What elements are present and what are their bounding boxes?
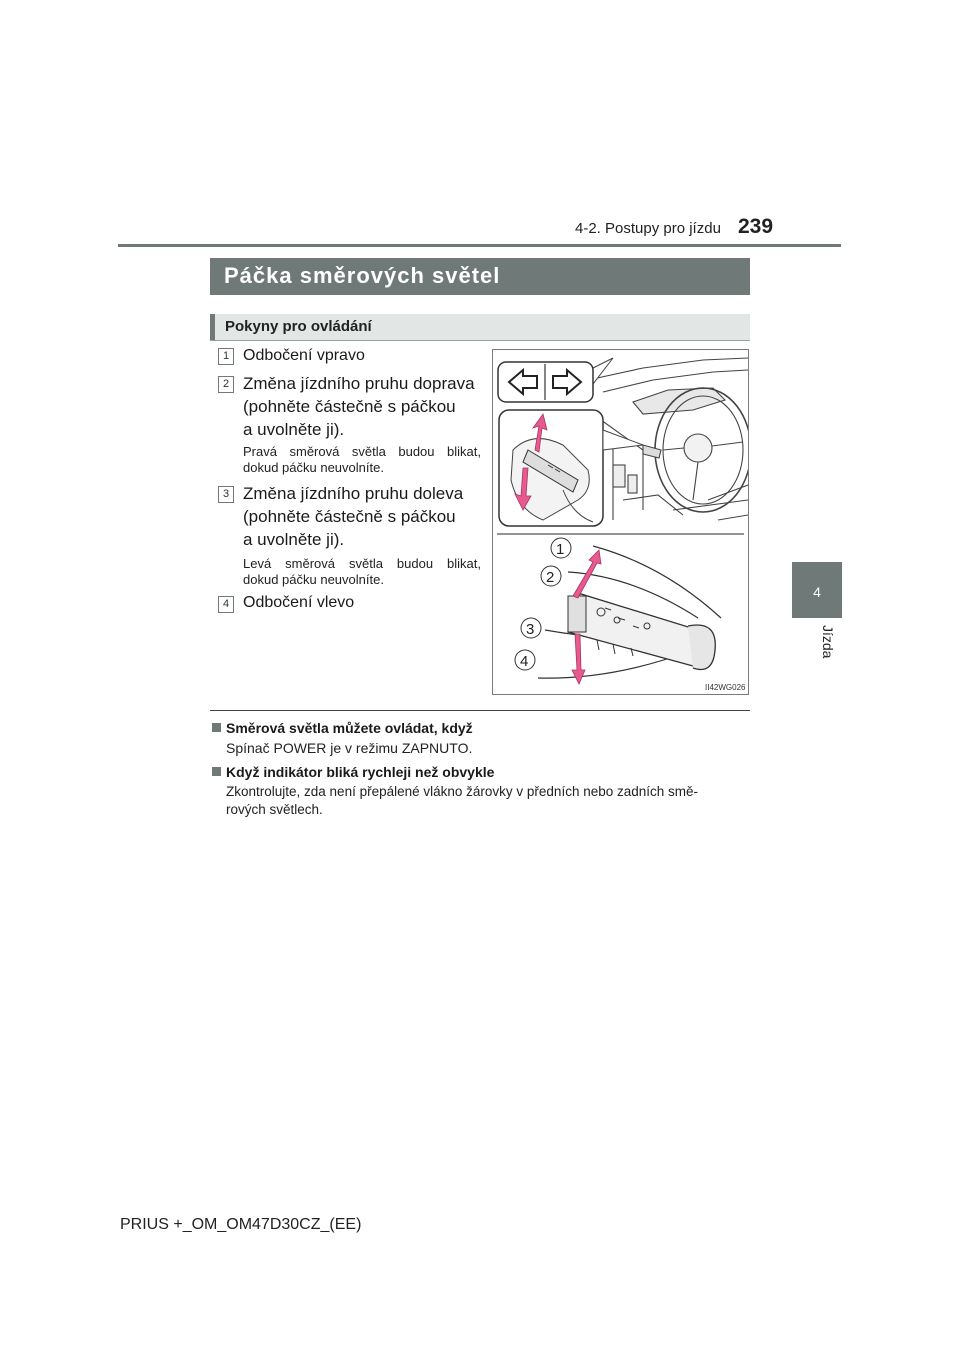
note-2-heading (212, 764, 752, 780)
item-2-line: (pohněte částečně s páčkou (243, 397, 456, 416)
item-number-3: 3 (218, 486, 234, 503)
notes-divider (210, 710, 750, 711)
callout-4: 4 (520, 653, 529, 670)
item-2-line: a uvolněte ji). (243, 420, 345, 439)
bullet-square-icon (212, 723, 221, 732)
item-1-line: Odbočení vpravo (243, 347, 365, 364)
title-bar (210, 258, 750, 295)
note-2-body (212, 783, 752, 819)
item-2-note-line: Pravá směrová světla budou blikat, (243, 444, 481, 459)
bullet-square-icon (212, 767, 221, 776)
turn-signal-illustration (492, 349, 749, 695)
note-1-heading (212, 720, 752, 736)
note-2 (212, 764, 752, 819)
footer-code: PRIUS +_OM_OM47D30CZ_(EE) (120, 1216, 362, 1233)
illustration-code: II42WG026 (705, 683, 746, 692)
item-2-note-line: dokud páčku neuvolníte. (243, 460, 384, 475)
note-1-body: Spínač POWER je v režimu ZAPNUTO. (226, 740, 473, 756)
subtitle: Pokyny pro ovládání (225, 318, 372, 335)
note-2-body-line: rových světlech. (226, 802, 323, 817)
item-4-line: Odbočení vlevo (243, 594, 355, 611)
subtitle-divider (210, 340, 750, 341)
note-1 (212, 720, 752, 757)
page-number: 239 (738, 215, 774, 238)
note-2-heading-text: Když indikátor bliká rychleji než obvykle (226, 764, 495, 780)
item-3-note-line: dokud páčku neuvolníte. (243, 572, 384, 587)
chapter-label: Jízda (820, 625, 836, 659)
turn-arrows-box (498, 358, 613, 402)
lever-diagram (515, 538, 746, 692)
item-3-line: (pohněte částečně s páčkou (243, 507, 456, 526)
chapter-tab[interactable] (792, 562, 842, 618)
item-3-text (243, 482, 463, 551)
callout-3: 3 (526, 621, 535, 638)
item-1-text (243, 345, 365, 367)
item-4-text (243, 592, 354, 614)
lever-up-arrow (573, 550, 601, 598)
item-3-note-line: Levá směrová světla budou blikat, (243, 556, 481, 571)
item-3-line: a uvolněte ji). (243, 530, 345, 549)
section-header: 4-2. Postupy pro jízdu (575, 220, 721, 237)
header-divider (118, 244, 841, 247)
item-2-text (243, 372, 475, 441)
item-3-note (243, 556, 481, 588)
chapter-number: 4 (813, 584, 821, 600)
note-2-body-line: Zkontrolujte, zda není přepálené vlákno žárovky v předních nebo zadních smě- (226, 784, 699, 799)
item-number-2: 2 (218, 376, 234, 393)
subtitle-bar (210, 314, 750, 340)
item-number-1: 1 (218, 348, 234, 365)
callout-2: 2 (546, 569, 555, 586)
callout-1: 1 (556, 541, 565, 558)
illustration-svg (493, 350, 748, 694)
item-2-note (243, 444, 481, 476)
page-title: Páčka směrových světel (224, 263, 501, 288)
item-3-line: Změna jízdního pruhu doleva (243, 484, 464, 503)
note-1-heading-text: Směrová světla můžete ovládat, když (226, 720, 473, 736)
item-2-line: Změna jízdního pruhu doprava (243, 374, 475, 393)
item-number-4: 4 (218, 596, 234, 613)
